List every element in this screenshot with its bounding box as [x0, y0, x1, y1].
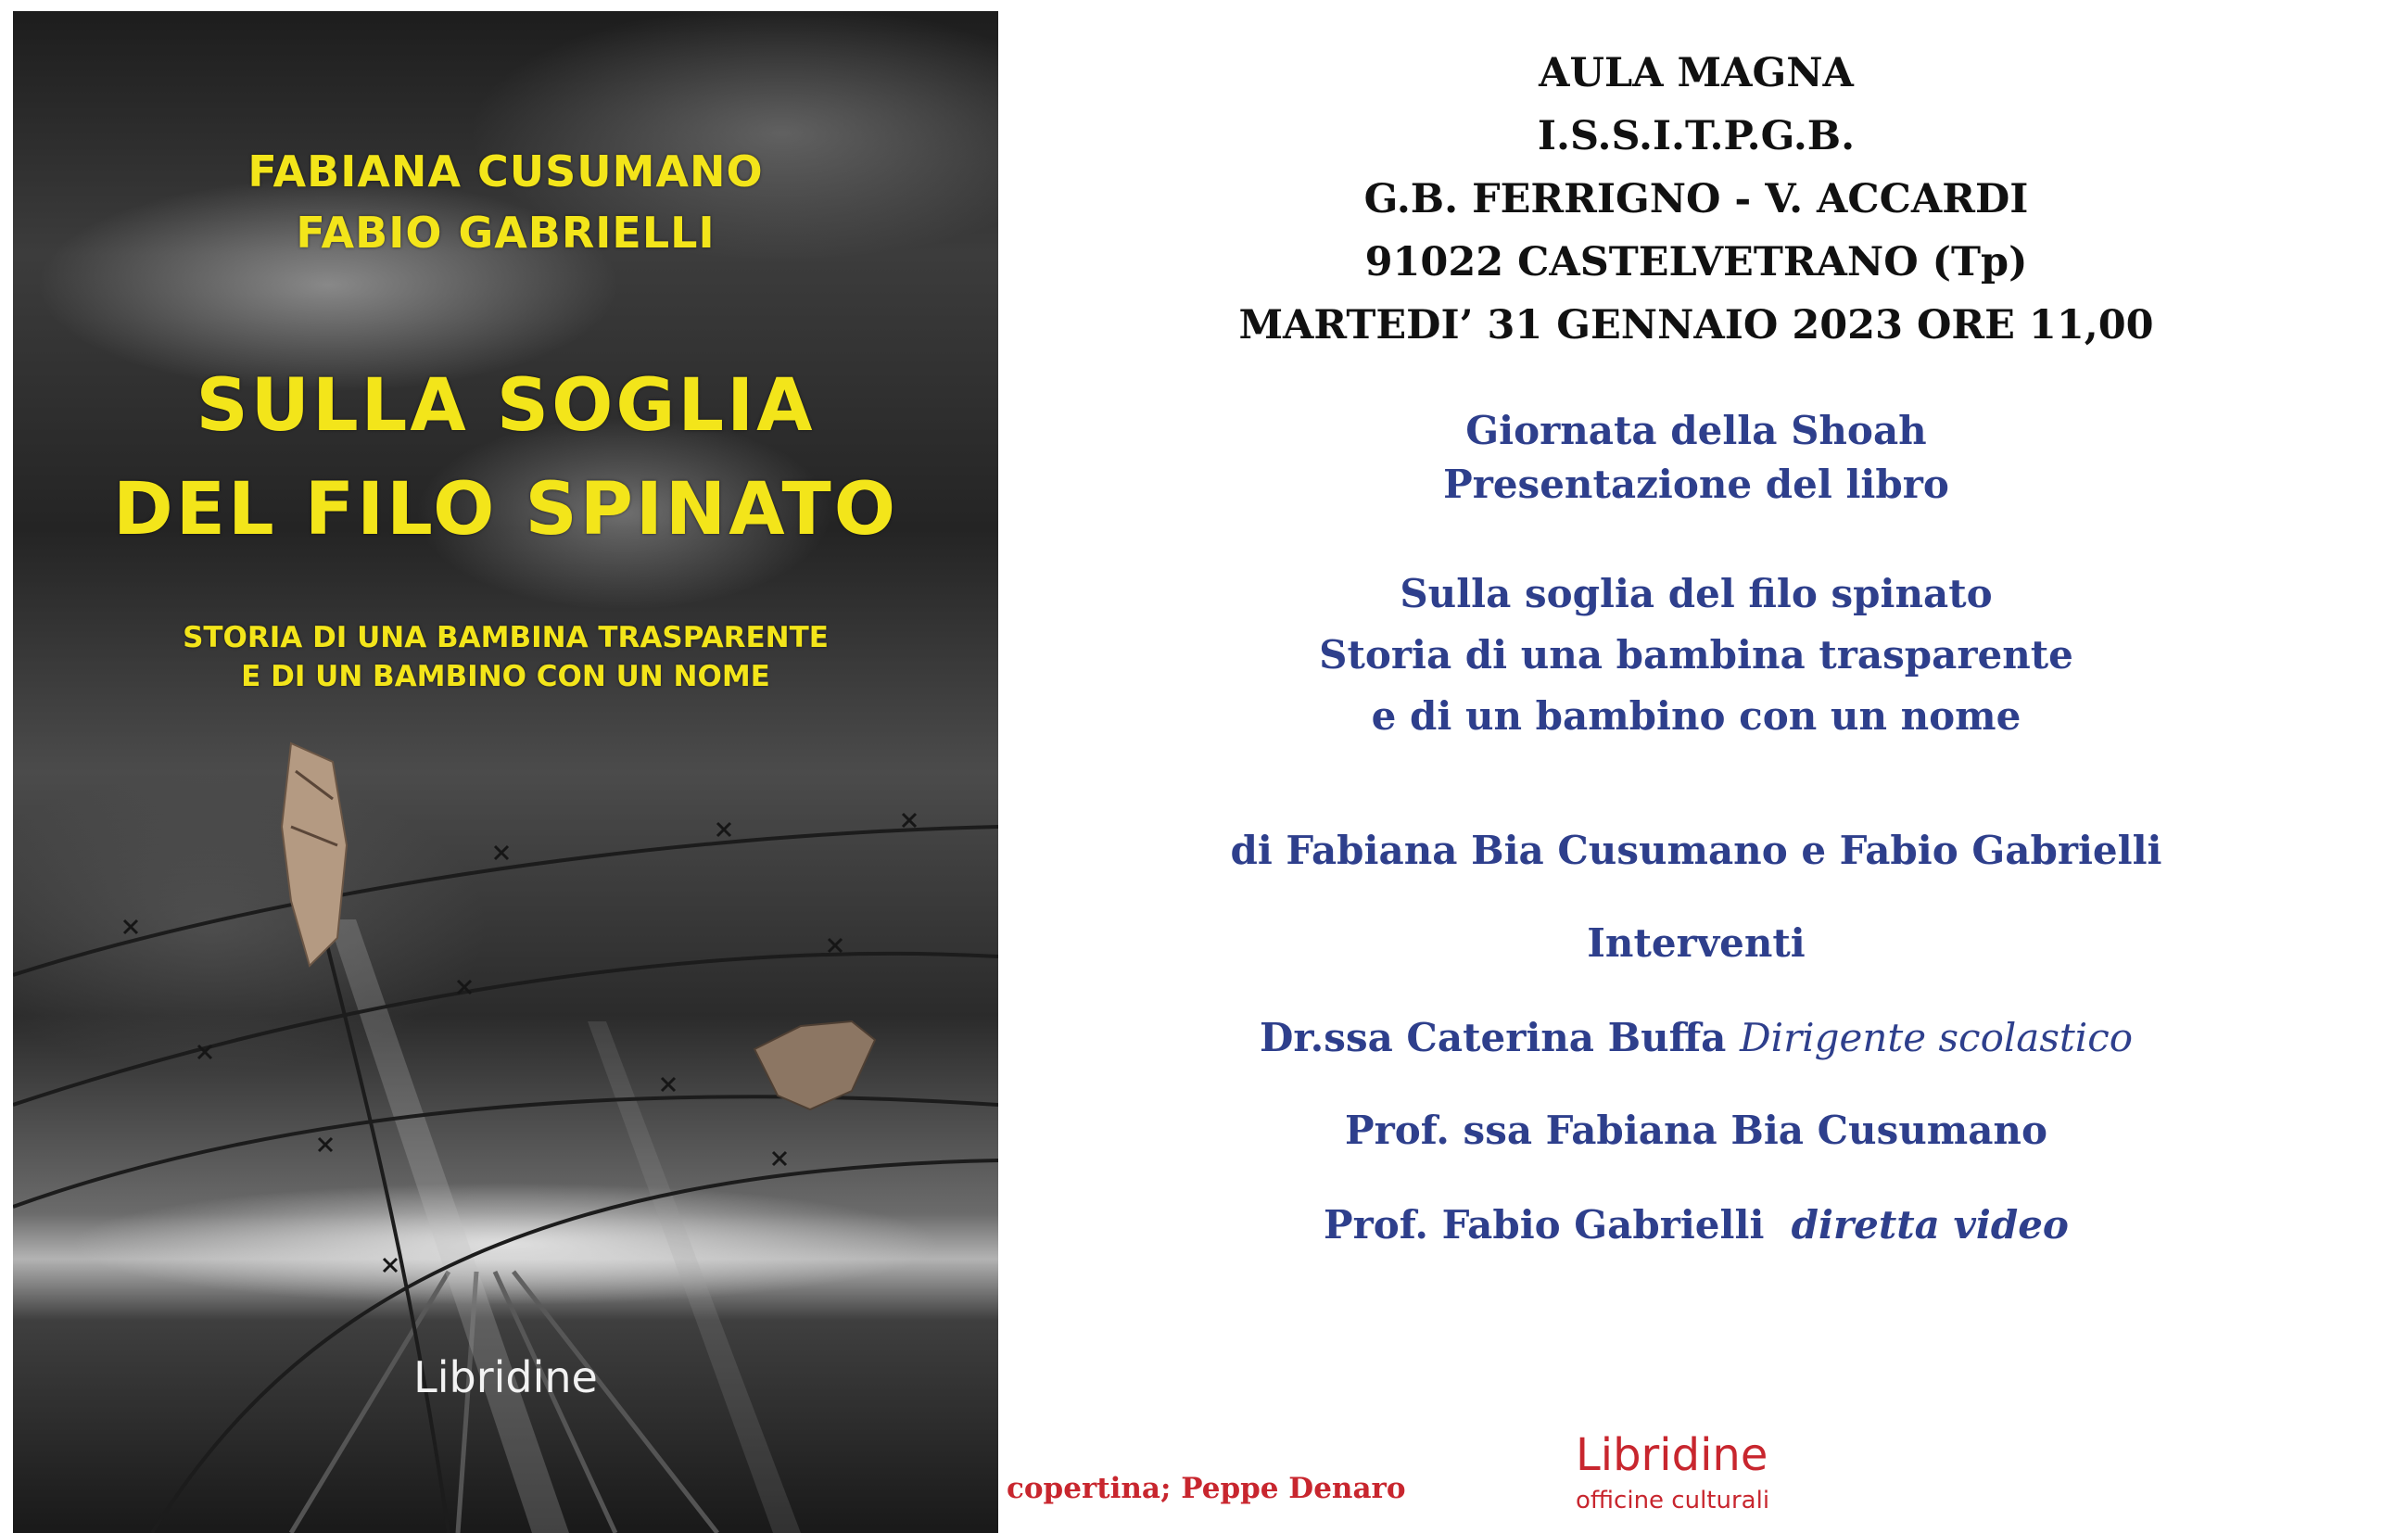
speaker-2-name: Prof. ssa Fabiana Bia Cusumano	[1345, 1108, 2047, 1153]
cover-subtitle-line-1: STORIA DI UNA BAMBINA TRASPARENTE	[183, 621, 829, 654]
book-subtitle-2: e di un bambino con un nome	[1371, 693, 2021, 739]
libridine-logo	[1576, 1429, 1769, 1516]
cover-title	[13, 354, 998, 562]
speaker-3-name: Prof. Fabio Gabrielli	[1324, 1202, 1765, 1248]
book-title-block	[1066, 564, 2326, 747]
venue-line-2: I.S.S.I.T.P.G.B.	[1537, 113, 1856, 159]
venue-line-3: G.B. FERRIGNO - V. ACCARDI	[1363, 176, 2029, 222]
libridine-brand-name: Libridine	[1576, 1429, 1768, 1481]
event-description	[1066, 404, 2326, 512]
cover-credit: copertina; Peppe Denaro	[1007, 1472, 1406, 1505]
cover-author-1: FABIANA CUSUMANO	[247, 146, 764, 196]
venue-line-4: 91022 CASTELVETRANO (Tp)	[1364, 239, 2028, 285]
speaker-1	[1066, 1010, 2326, 1066]
cover-title-line-1: SULLA SOGLIA	[196, 364, 816, 448]
speaker-2	[1066, 1103, 2326, 1159]
book-cover	[13, 11, 998, 1533]
authors-line: di Fabiana Bia Cusumano e Fabio Gabrielli	[1230, 828, 2162, 873]
speaker-3-note: diretta video	[1791, 1202, 2069, 1248]
event-type: Presentazione del libro	[1443, 462, 1949, 507]
event-date-time: MARTEDI’ 31 GENNAIO 2023 ORE 11,00	[1238, 302, 2154, 348]
cover-authors	[13, 141, 998, 263]
speaker-3	[1066, 1197, 2326, 1253]
book-title: Sulla soglia del filo spinato	[1400, 571, 1993, 616]
venue-line-1: AULA MAGNA	[1539, 50, 1854, 96]
speaker-1-name: Dr.ssa Caterina Buffa	[1259, 1015, 1727, 1060]
libridine-tagline: officine culturali	[1576, 1487, 1770, 1514]
cover-author-2: FABIO GABRIELLI	[296, 208, 716, 258]
event-occasion: Giornata della Shoah	[1465, 408, 1927, 453]
cover-title-line-2: DEL FILO SPINATO	[112, 468, 899, 551]
cover-publisher: Libridine	[413, 1352, 598, 1402]
book-subtitle-1: Storia di una bambina trasparente	[1319, 632, 2073, 678]
venue-block	[1066, 42, 2326, 357]
speaker-1-role: Dirigente scolastico	[1740, 1015, 2133, 1060]
speakers-heading: Interventi	[1587, 920, 1806, 966]
cover-subtitle-line-2: E DI UN BAMBINO CON UN NOME	[241, 660, 770, 693]
cover-subtitle	[13, 618, 998, 696]
